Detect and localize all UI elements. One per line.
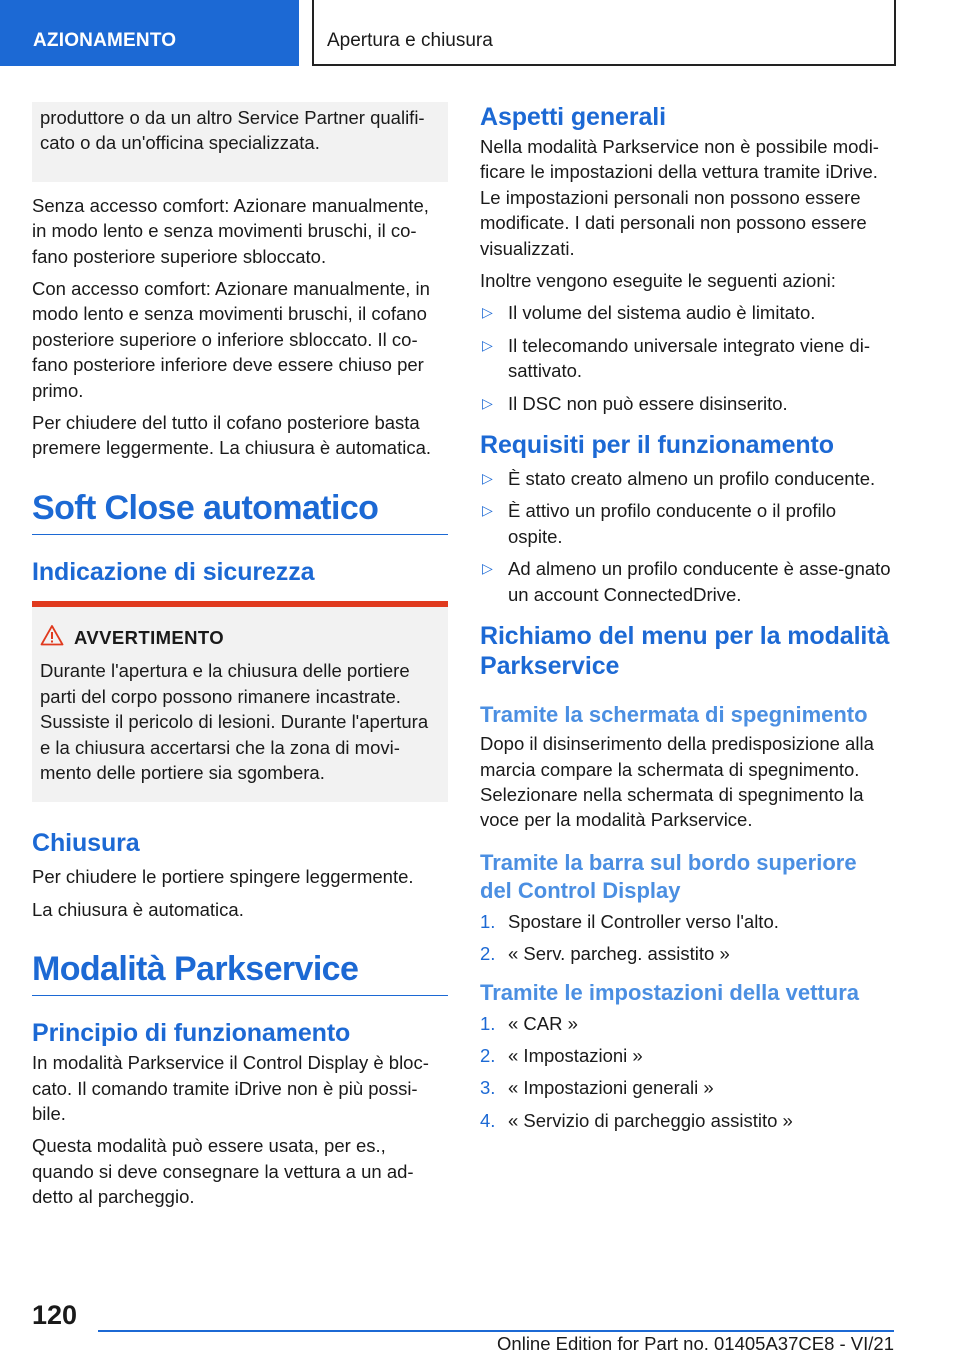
warning-title-text: AVVERTIMENTO xyxy=(74,627,225,649)
page-number: 120 xyxy=(32,1300,78,1330)
warning-title xyxy=(40,624,440,652)
heading-parkservice: Modalità Parkservice xyxy=(32,949,448,996)
heading-menu-call: Richiamo del menu per la modalità Parkservice xyxy=(480,622,890,681)
paragraph: Questa modalità può essere usata, per es., quando si deve consegnare la vettura a un ad-detto al parcheggio. xyxy=(32,1135,414,1208)
warning-triangle-icon xyxy=(40,624,74,652)
list-item: ▷ Il volume del sistema audio è limitato. xyxy=(480,300,894,325)
right-column xyxy=(480,102,894,1143)
paragraph: Nella modalità Parkservice non è possibile modi-ficare le impostazioni della vettura tramite iDrive. Le impostazioni personali non possono essere modificate. I dati personali non possono essere visualizzati. xyxy=(480,136,879,259)
section-tab: AZIONAMENTO xyxy=(0,0,299,66)
paragraph: Per chiudere le portiere spingere leggermente. xyxy=(32,866,414,888)
triangle-bullet-icon: ▷ xyxy=(482,336,493,353)
heading-safety-note: Indicazione di sicurezza xyxy=(32,557,315,586)
page-header xyxy=(0,0,960,66)
actions-list xyxy=(480,300,894,416)
left-column xyxy=(32,102,448,1217)
heading-requirements: Requisiti per il funzionamento xyxy=(480,431,834,460)
list-item: ▷ È attivo un profilo conducente o il profilo ospite. xyxy=(482,500,837,547)
paragraph: Per chiudere del tutto il cofano posteriore basta premere leggermente. La chiusura è automatica. xyxy=(32,412,431,459)
heading-vehicle-settings: Tramite le impostazioni della vettura xyxy=(480,979,859,1005)
warning-text: Durante l'apertura e la chiusura delle portiere parti del corpo possono rimanere incastrate. Sussiste il pericolo di lesioni. Durante l'apertura e la chiusura accertarsi che la zona di movi-mento delle portiere sia sgombera. xyxy=(40,660,429,783)
bar-steps-list xyxy=(480,909,894,967)
list-item: 3. « Impostazioni generali » xyxy=(480,1077,714,1099)
paragraph: Senza accesso comfort: Azionare manualmente, in modo lento e senza movimenti bruschi, il co-fano posteriore superiore sbloccato. xyxy=(32,194,429,267)
footer-divider xyxy=(98,1330,894,1332)
warning-box xyxy=(32,601,448,802)
heading-shutdown-screen: Tramite la schermata di spegnimento xyxy=(480,702,868,728)
heading-soft-close: Soft Close automatico xyxy=(32,488,448,535)
list-item: ▷ Il DSC non può essere disinserito. xyxy=(480,391,894,416)
list-item: ▷ Ad almeno un profilo conducente è asse-gnato un account ConnectedDrive. xyxy=(482,558,891,605)
list-item: 2. « Impostazioni » xyxy=(480,1044,643,1066)
triangle-bullet-icon: ▷ xyxy=(482,560,493,577)
heading-general: Aspetti generali xyxy=(480,103,666,131)
paragraph: Dopo il disinserimento della predisposizione alla marcia compare la schermata di spegnimento. Selezionare nella schermata di spegnimento la voce per la modalità Parkservice. xyxy=(480,733,874,831)
chapter-title: Apertura e chiusura xyxy=(312,0,896,66)
triangle-bullet-icon: ▷ xyxy=(482,304,493,321)
heading-control-display-bar: Tramite la barra sul bordo superiore del Control Display xyxy=(480,849,857,903)
list-item: 2. « Serv. parcheg. assistito » xyxy=(480,943,730,965)
paragraph: Con accesso comfort: Azionare manualmente, in modo lento e senza movimenti bruschi, il cofano posteriore superiore o inferiore sbloccato. Il co-fano posteriore inferiore deve essere chiuso per primo. xyxy=(32,278,430,401)
paragraph: In modalità Parkservice il Control Display è bloc-cato. Il comando tramite iDrive non è più possi-bile. xyxy=(32,1052,429,1124)
heading-principle: Principio di funzionamento xyxy=(32,1019,351,1048)
list-item: 1. « CAR » xyxy=(480,1012,578,1034)
list-item: 1. Spostare il Controller verso l'alto. xyxy=(480,910,779,932)
paragraph: La chiusura è automatica. xyxy=(32,898,244,920)
list-item: ▷ Il telecomando universale integrato viene di-sattivato. xyxy=(482,334,870,382)
edition-text: Online Edition for Part no. 01405A37CE8 - VI/21 xyxy=(497,1333,894,1354)
list-item: ▷ È stato creato almeno un profilo conducente. xyxy=(480,466,894,491)
settings-steps-list xyxy=(480,1011,894,1134)
triangle-bullet-icon: ▷ xyxy=(482,394,493,411)
triangle-bullet-icon: ▷ xyxy=(482,470,493,487)
continued-note-text: produttore o da un altro Service Partner qualifi-cato o da un'officina specializzata. xyxy=(40,107,425,154)
paragraph: Inoltre vengono eseguite le seguenti azioni: xyxy=(480,270,836,292)
requirements-list xyxy=(480,466,894,607)
triangle-bullet-icon: ▷ xyxy=(482,502,493,519)
heading-closing: Chiusura xyxy=(32,829,140,858)
continued-note-box xyxy=(32,102,448,182)
list-item: 4. « Servizio di parcheggio assistito » xyxy=(480,1109,793,1131)
